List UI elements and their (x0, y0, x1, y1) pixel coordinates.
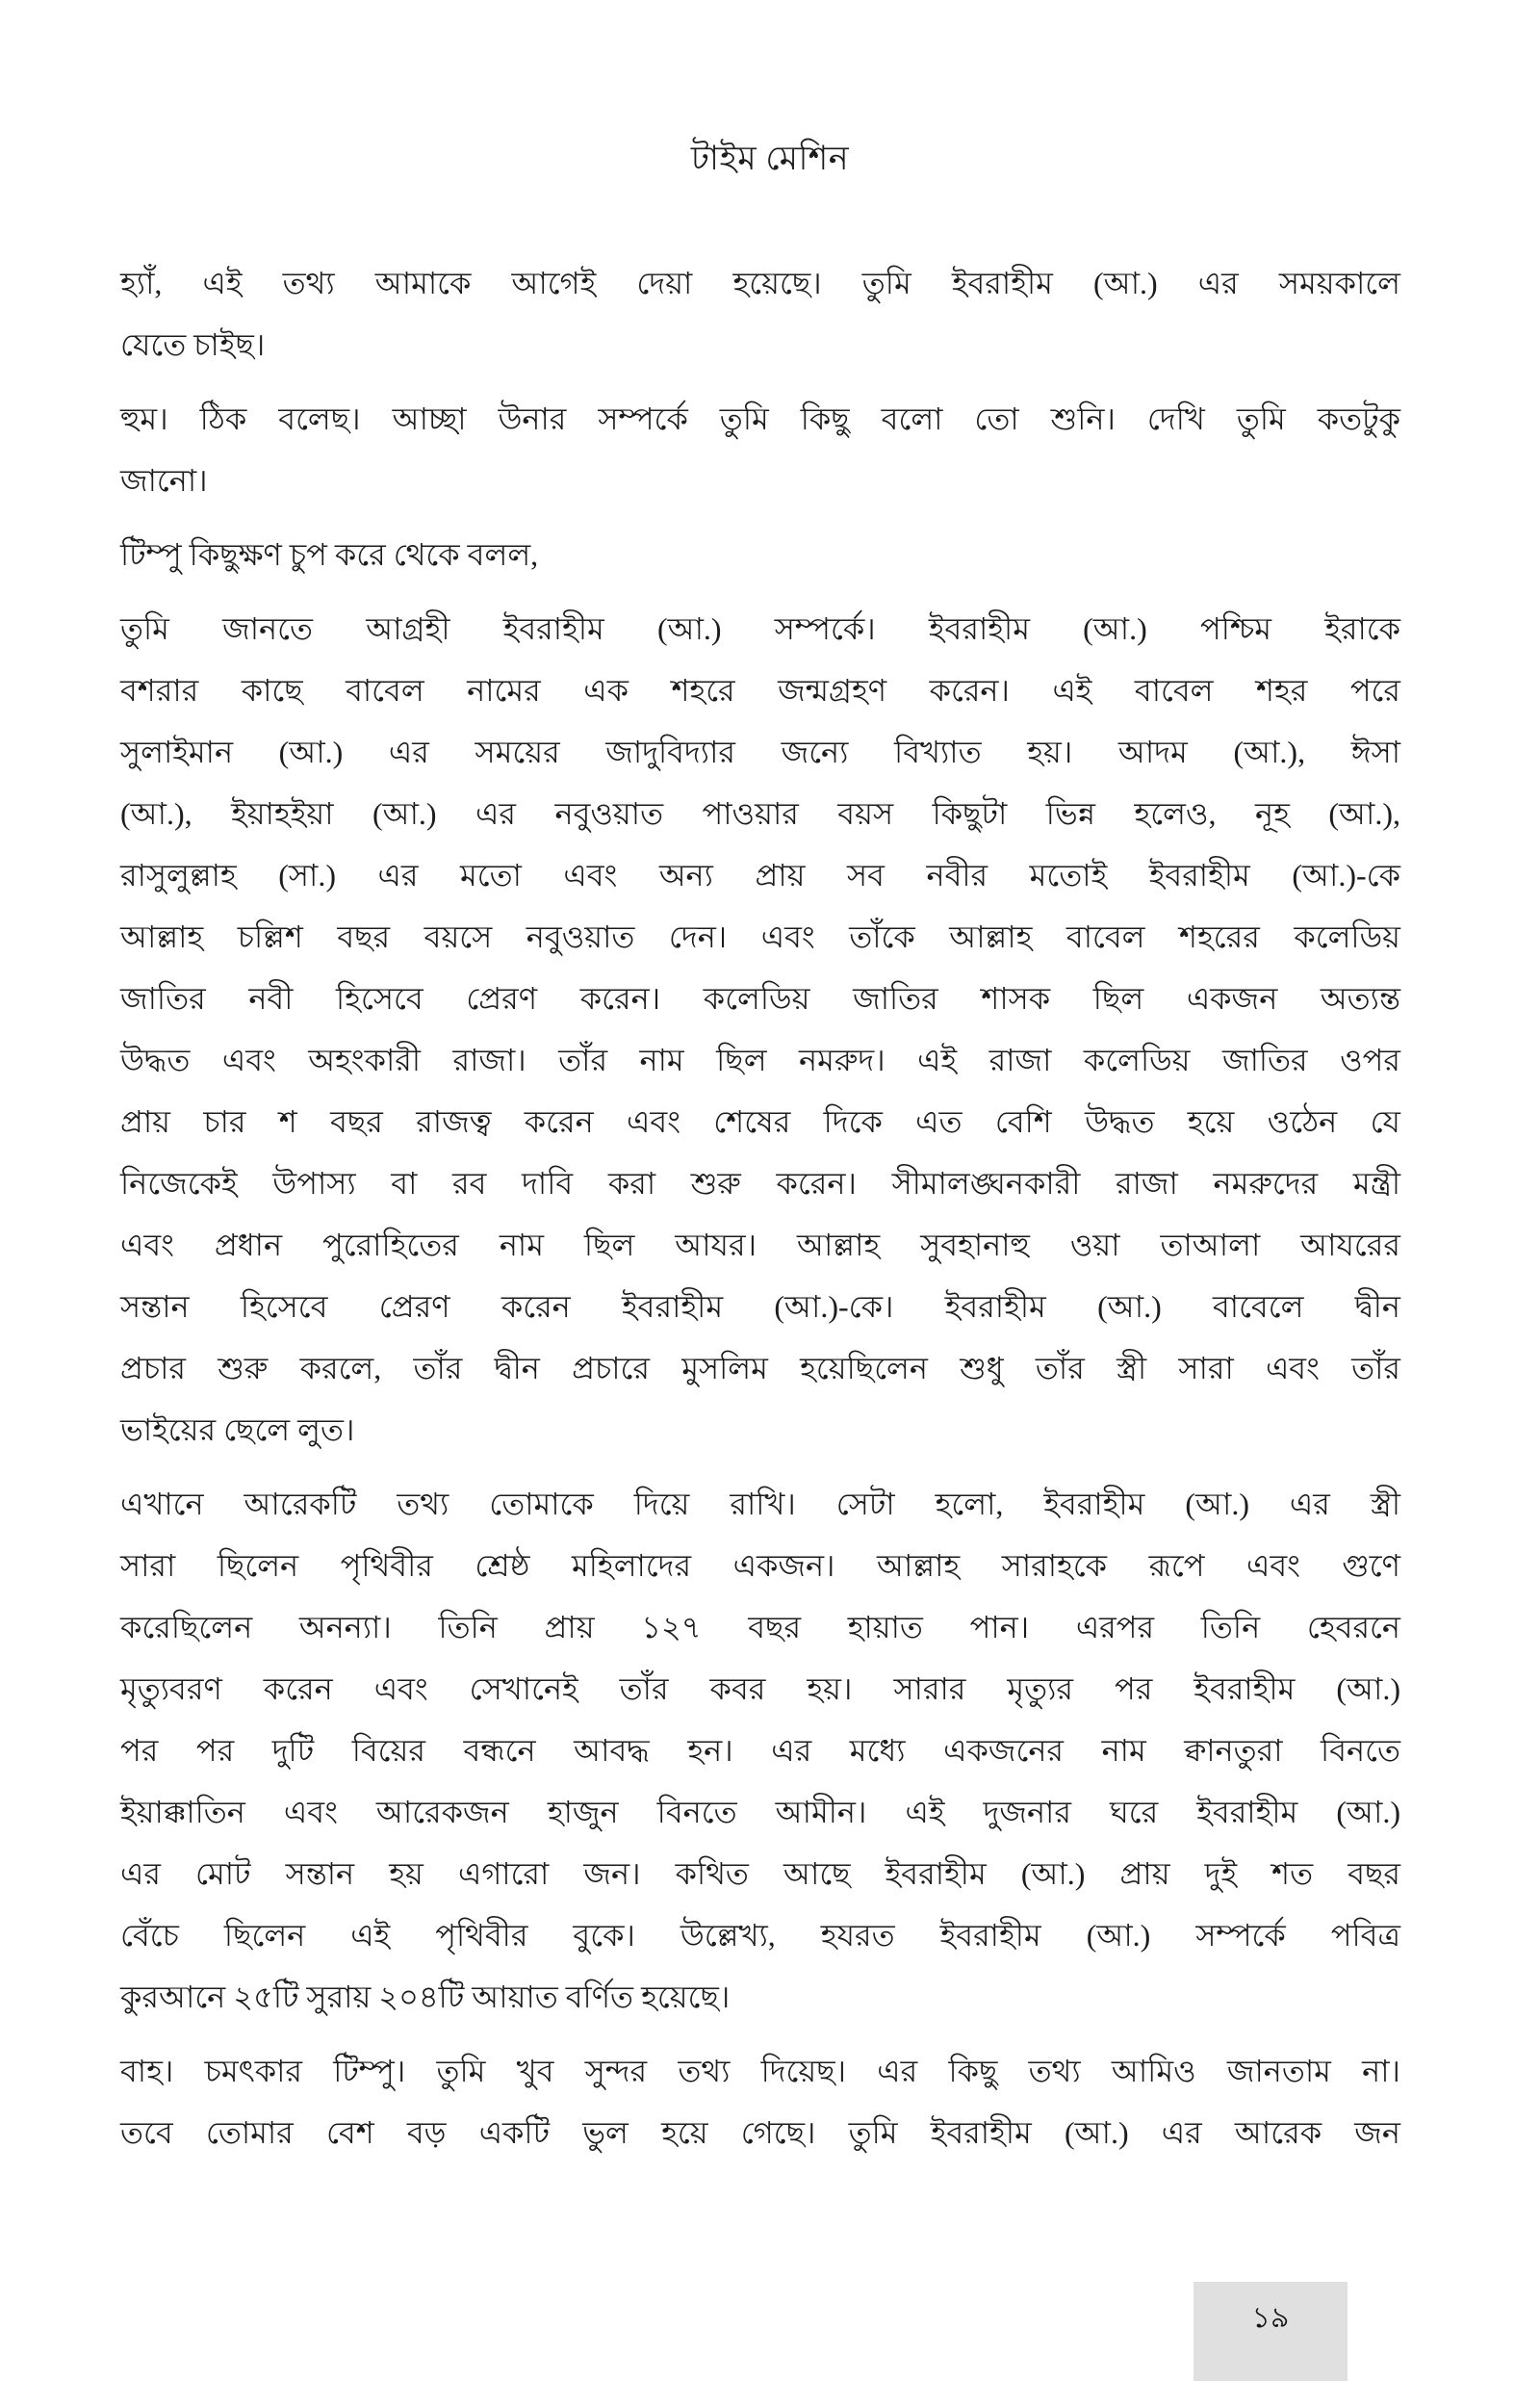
text-line: বাহ। চমৎকার টিম্পু। তুমি খুব সুন্দর তথ্য দিয়েছ। এর কিছু তথ্য আমিও জানতাম না। (120, 2054, 1400, 2088)
text-line: এখানে আরেকটি তথ্য তোমাকে দিয়ে রাখি। সেটা হলো, ইবরাহীম (আ.) এর স্ত্রী (120, 1487, 1400, 1521)
text-line: প্রচার শুরু করলে, তাঁর দ্বীন প্রচারে মুসলিম হয়েছিলেন শুধু তাঁর স্ত্রী সারা এবং তাঁর (120, 1351, 1400, 1385)
text-line: প্রায় চার শ বছর রাজত্ব করেন এবং শেষের দিকে এত বেশি উদ্ধত হয়ে ওঠেন যে (120, 1104, 1400, 1139)
paragraph (120, 252, 1400, 375)
text-line: উদ্ধত এবং অহংকারী রাজা। তাঁর নাম ছিল নমরুদ। এই রাজা কলেডিয় জাতির ওপর (120, 1043, 1400, 1077)
page-number: ১৯ (1251, 2302, 1290, 2334)
text-line: রাসুলুল্লাহ (সা.) এর মতো এবং অন্য প্রায় সব নবীর মতোই ইবরাহীম (আ.)-কে (120, 858, 1400, 893)
text-line: ভাইয়ের ছেলে লুত। (120, 1412, 355, 1447)
text-line: পর পর দুটি বিয়ের বন্ধনে আবদ্ধ হন। এর মধ্যে একজনের নাম ক্বানতুরা বিনতে (120, 1733, 1400, 1768)
text-line: আল্লাহ চল্লিশ বছর বয়সে নবুওয়াত দেন। এবং তাঁকে আল্লাহ বাবেল শহরের কলেডিয় (120, 919, 1400, 954)
text-line: সন্তান হিসেবে প্রেরণ করেন ইবরাহীম (আ.)-কে। ইবরাহীম (আ.) বাবেলে দ্বীন (120, 1289, 1400, 1324)
text-line: যেতে চাইছ। (120, 327, 266, 362)
text-line: জানো। (120, 463, 208, 498)
body-text (120, 252, 1400, 2163)
paragraph (120, 1473, 1400, 2028)
paragraph (120, 598, 1400, 1461)
text-line: এর মোট সন্তান হয় এগারো জন। কথিত আছে ইবরাহীম (আ.) প্রায় দুই শত বছর (120, 1856, 1400, 1891)
text-line: করেছিলেন অনন্যা। তিনি প্রায় ১২৭ বছর হায়াত পান। এরপর তিনি হেবরনে (120, 1610, 1400, 1644)
paragraph (120, 2040, 1400, 2163)
text-line: বেঁচে ছিলেন এই পৃথিবীর বুকে। উল্লেখ্য, হযরত ইবরাহীম (আ.) সম্পর্কে পবিত্র (120, 1918, 1400, 1953)
text-line: হ্যাঁ, এই তথ্য আমাকে আগেই দেয়া হয়েছে। তুমি ইবরাহীম (আ.) এর সময়কালে (120, 266, 1400, 300)
text-line: কুরআনে ২৫টি সুরায় ২০৪টি আয়াত বর্ণিত হয়েছে। (120, 1980, 731, 2014)
text-line: সুলাইমান (আ.) এর সময়ের জাদুবিদ্যার জন্যে বিখ্যাত হয়। আদম (আ.), ঈসা (120, 735, 1400, 769)
text-line: হুম। ঠিক বলেছ। আচ্ছা উনার সম্পর্কে তুমি কিছু বলো তো শুনি। দেখি তুমি কতটুকু (120, 401, 1400, 436)
text-line: এবং প্রধান পুরোহিতের নাম ছিল আযর। আল্লাহ সুবহানাহু ওয়া তাআলা আযরের (120, 1228, 1400, 1262)
text-line: (আ.), ইয়াহইয়া (আ.) এর নবুওয়াত পাওয়ার বয়স কিছুটা ভিন্ন হলেও, নূহ (আ.), (120, 796, 1400, 831)
page-number-box (1194, 2282, 1348, 2381)
paragraph (120, 524, 1400, 585)
text-line: তবে তোমার বেশ বড় একটি ভুল হয়ে গেছে। তুমি ইবরাহীম (আ.) এর আরেক জন (120, 2115, 1400, 2150)
text-line: জাতির নবী হিসেবে প্রেরণ করেন। কলেডিয় জাতির শাসক ছিল একজন অত্যন্ত (120, 981, 1400, 1016)
page-title: টাইম মেশিন (690, 140, 850, 177)
text-line: টিম্পু কিছুক্ষণ চুপ করে থেকে বলল, (120, 537, 539, 572)
paragraph (120, 388, 1400, 511)
text-line: তুমি জানতে আগ্রহী ইবরাহীম (আ.) সম্পর্কে। ইবরাহীম (আ.) পশ্চিম ইরাকে (120, 611, 1400, 646)
text-line: মৃত্যুবরণ করেন এবং সেখানেই তাঁর কবর হয়। সারার মৃত্যুর পর ইবরাহীম (আ.) (120, 1671, 1400, 1706)
text-line: বশরার কাছে বাবেল নামের এক শহরে জন্মগ্রহণ করেন। এই বাবেল শহর পরে (120, 673, 1400, 708)
text-line: নিজেকেই উপাস্য বা রব দাবি করা শুরু করেন। সীমালঙ্ঘনকারী রাজা নমরুদের মন্ত্রী (120, 1166, 1400, 1201)
text-line: সারা ছিলেন পৃথিবীর শ্রেষ্ঠ মহিলাদের একজন। আল্লাহ সারাহকে রূপে এবং গুণে (120, 1548, 1400, 1583)
text-line: ইয়াক্কাতিন এবং আরেকজন হাজুন বিনতে আমীন। এই দুজনার ঘরে ইবরাহীম (আ.) (120, 1795, 1400, 1829)
